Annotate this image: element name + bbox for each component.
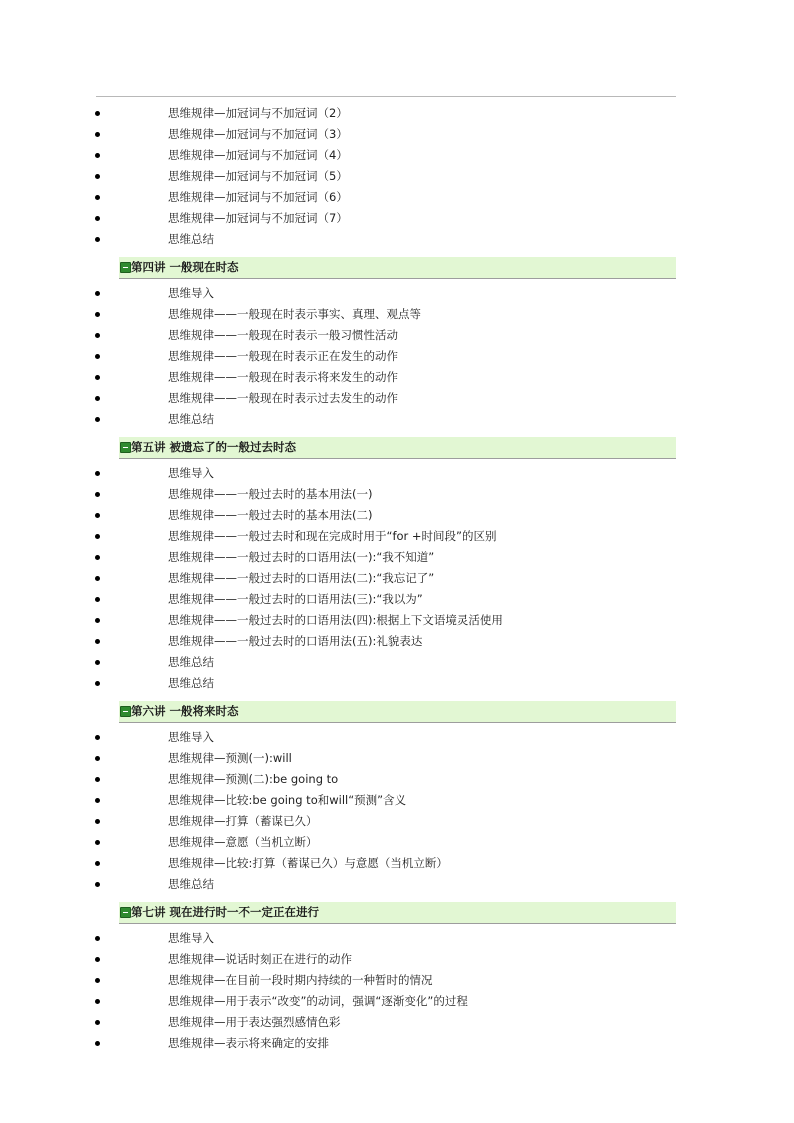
bullet-icon [95, 216, 100, 221]
list-item [0, 589, 676, 610]
bullet-icon [95, 492, 100, 497]
list-item-text: 思维规律—意愿（当机立断） [168, 835, 318, 849]
bullet-icon [95, 174, 100, 179]
list-item-text: 思维规律——一般现在时表示过去发生的动作 [168, 391, 398, 405]
bullet-icon [95, 195, 100, 200]
list-item [0, 346, 676, 367]
list-item [0, 631, 676, 652]
list-item-text: 思维规律——一般过去时和现在完成时用于“for +时间段”的区别 [168, 529, 497, 543]
list-item-text: 思维规律——一般现在时表示事实、真理、观点等 [168, 307, 421, 321]
list-item [0, 748, 676, 769]
bullet-icon [95, 936, 100, 941]
bullet-icon [95, 312, 100, 317]
bullet-icon [95, 375, 100, 380]
list-item-text: 思维导入 [168, 931, 214, 945]
list-item [0, 124, 676, 145]
list-item-text: 思维规律—在目前一段时期内持续的一种暂时的情况 [168, 973, 433, 987]
bullet-icon [95, 471, 100, 476]
list-item-text: 思维总结 [168, 676, 214, 690]
outline-section-header[interactable] [119, 437, 676, 459]
bullet-icon [95, 513, 100, 518]
list-item-text: 思维总结 [168, 232, 214, 246]
list-item [0, 853, 676, 874]
bullet-icon [95, 291, 100, 296]
list-item [0, 526, 676, 547]
list-item [0, 1033, 676, 1054]
bullet-icon [95, 735, 100, 740]
list-item-text: 思维规律—表示将来确定的安排 [168, 1036, 329, 1050]
list-item [0, 673, 676, 694]
list-item [0, 874, 676, 895]
bullet-icon [95, 111, 100, 116]
bullet-icon [95, 618, 100, 623]
list-item-text: 思维总结 [168, 655, 214, 669]
collapse-minus-icon[interactable] [120, 907, 131, 918]
list-item-text: 思维规律—加冠词与不加冠词（4） [168, 148, 348, 162]
bullet-icon [95, 417, 100, 422]
bullet-icon [95, 798, 100, 803]
bullet-icon [95, 660, 100, 665]
bullet-icon [95, 132, 100, 137]
list-item [0, 832, 676, 853]
top-divider [96, 96, 676, 97]
bullet-icon [95, 597, 100, 602]
bullet-icon [95, 534, 100, 539]
list-item-text: 思维规律—加冠词与不加冠词（5） [168, 169, 348, 183]
list-item [0, 103, 676, 124]
bullet-icon [95, 396, 100, 401]
bullet-icon [95, 639, 100, 644]
list-item-text: 思维总结 [168, 412, 214, 426]
list-item-text: 思维导入 [168, 466, 214, 480]
list-item [0, 790, 676, 811]
list-item [0, 463, 676, 484]
bullet-icon [95, 555, 100, 560]
list-item-text: 思维规律—比较:打算（蓄谋已久）与意愿（当机立断） [168, 856, 448, 870]
bullet-icon [95, 978, 100, 983]
list-item [0, 928, 676, 949]
list-item [0, 547, 676, 568]
list-item-text: 思维规律—预测(一):will [168, 751, 292, 765]
list-item [0, 568, 676, 589]
list-item [0, 970, 676, 991]
list-item [0, 652, 676, 673]
list-item [0, 769, 676, 790]
list-item [0, 949, 676, 970]
list-item [0, 505, 676, 526]
list-item-text: 思维规律——一般现在时表示正在发生的动作 [168, 349, 398, 363]
list-item-text: 思维规律——一般过去时的口语用法(五):礼貌表达 [168, 634, 423, 648]
list-item-text: 思维规律——一般现在时表示将来发生的动作 [168, 370, 398, 384]
bullet-icon [95, 861, 100, 866]
section-title: 第六讲 一般将来时态 [131, 704, 239, 718]
bullet-icon [95, 957, 100, 962]
list-item-text: 思维规律—加冠词与不加冠词（7） [168, 211, 348, 225]
list-item-text: 思维规律—比较:be going to和will“预测”含义 [168, 793, 407, 807]
collapse-minus-icon[interactable] [120, 262, 131, 273]
list-item [0, 325, 676, 346]
list-item-text: 思维规律—用于表达强烈感情色彩 [168, 1015, 341, 1029]
list-item [0, 727, 676, 748]
section-title: 第七讲 现在进行时一不一定正在进行 [131, 905, 320, 919]
list-item-text: 思维规律——一般过去时的基本用法(一) [168, 487, 373, 501]
list-item-text: 思维规律—用于表示“改变”的动词，强调“逐渐变化”的过程 [168, 994, 468, 1008]
bullet-icon [95, 1041, 100, 1046]
collapse-minus-icon[interactable] [120, 706, 131, 717]
bullet-icon [95, 681, 100, 686]
section-title: 第四讲 一般现在时态 [131, 260, 239, 274]
list-item-text: 思维规律——一般现在时表示一般习惯性活动 [168, 328, 398, 342]
list-item-text: 思维规律—加冠词与不加冠词（2） [168, 106, 348, 120]
list-item [0, 484, 676, 505]
list-item-text: 思维规律——一般过去时的基本用法(二) [168, 508, 373, 522]
bullet-icon [95, 777, 100, 782]
section-title: 第五讲 被遗忘了的一般过去时态 [131, 440, 297, 454]
bullet-icon [95, 999, 100, 1004]
bullet-icon [95, 882, 100, 887]
list-item-text: 思维规律—预测(二):be going to [168, 772, 339, 786]
bullet-icon [95, 354, 100, 359]
list-item-text: 思维规律—加冠词与不加冠词（6） [168, 190, 348, 204]
list-item [0, 208, 676, 229]
list-item-text: 思维规律—打算（蓄谋已久） [168, 814, 318, 828]
list-item [0, 811, 676, 832]
list-item-text: 思维总结 [168, 877, 214, 891]
list-item-text: 思维规律——一般过去时的口语用法(四):根据上下文语境灵活使用 [168, 613, 503, 627]
list-item-text: 思维规律——一般过去时的口语用法(三):“我以为” [168, 592, 423, 606]
bullet-icon [95, 819, 100, 824]
bullet-icon [95, 756, 100, 761]
outline-section-header[interactable] [119, 257, 676, 279]
list-item [0, 145, 676, 166]
list-item [0, 229, 676, 250]
list-item [0, 166, 676, 187]
list-item-text: 思维规律—加冠词与不加冠词（3） [168, 127, 348, 141]
list-item-text: 思维规律—说话时刻正在进行的动作 [168, 952, 352, 966]
bullet-icon [95, 576, 100, 581]
list-item [0, 187, 676, 208]
bullet-icon [95, 153, 100, 158]
bullet-icon [95, 333, 100, 338]
list-item [0, 409, 676, 430]
list-item-text: 思维导入 [168, 730, 214, 744]
list-item [0, 1012, 676, 1033]
list-item-text: 思维导入 [168, 286, 214, 300]
list-item-text: 思维规律——一般过去时的口语用法(二):“我忘记了” [168, 571, 435, 585]
bullet-icon [95, 1020, 100, 1025]
list-item [0, 283, 676, 304]
list-item [0, 367, 676, 388]
outline-section-header[interactable] [119, 701, 676, 723]
list-item-text: 思维规律——一般过去时的口语用法(一):“我不知道” [168, 550, 435, 564]
outline-section-header[interactable] [119, 902, 676, 924]
bullet-icon [95, 237, 100, 242]
list-item [0, 610, 676, 631]
list-item [0, 388, 676, 409]
list-item [0, 304, 676, 325]
collapse-minus-icon[interactable] [120, 442, 131, 453]
list-item [0, 991, 676, 1012]
bullet-icon [95, 840, 100, 845]
